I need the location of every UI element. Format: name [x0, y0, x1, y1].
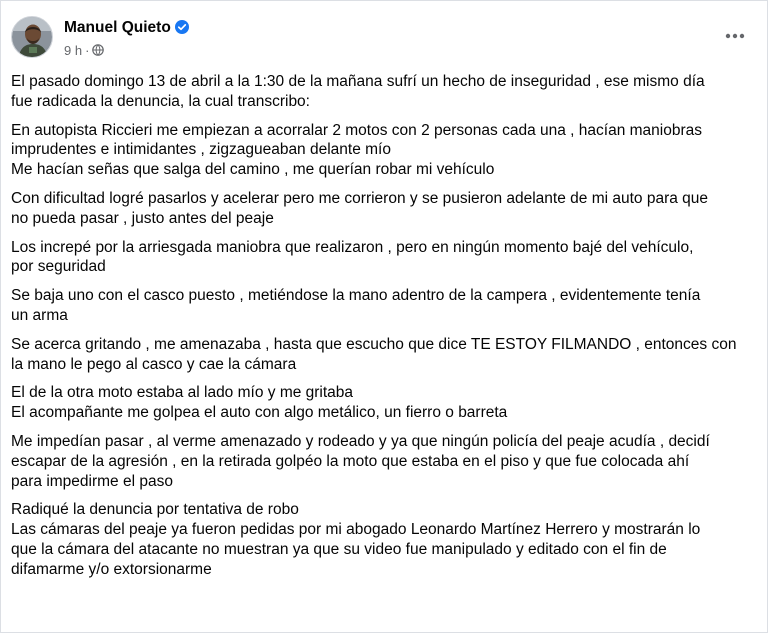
post-text-line: Con dificultad logré pasarlos y acelerar pero me corrieron y se pusieron adelante de mi auto para que — [11, 189, 709, 207]
post-text-line: un arma — [11, 306, 68, 324]
post-paragraph — [11, 500, 761, 579]
post-paragraph — [11, 189, 761, 229]
post-text-line: que la cámara del atacante no muestran ya que su video fue manipulado y editado con el fin de — [11, 540, 667, 558]
post-paragraph — [11, 121, 761, 180]
post-paragraph — [11, 238, 761, 278]
post-text-line: escapar de la agresión , en la retirada golpéo la moto que estaba en el piso y que fue colocada ahí — [11, 452, 690, 470]
post-paragraph — [11, 72, 761, 112]
post-text-line: por seguridad — [11, 258, 106, 276]
post-text-line: Los increpé por la arriesgada maniobra que realizaron , pero en ningún momento bajé del vehículo, — [11, 238, 694, 256]
post-paragraph — [11, 286, 761, 326]
post-text-line: difamarme y/o extorsionarme — [11, 560, 212, 578]
post-text-line: imprudentes e intimidantes , zigzagueaban delante mío — [11, 141, 391, 159]
post-text-line: la mano le pego al casco y cae la cámara — [11, 355, 297, 373]
post-paragraph — [11, 335, 761, 375]
post-text-line: En autopista Riccieri me empiezan a acorralar 2 motos con 2 personas cada una , hacían maniobras — [11, 121, 702, 139]
post-text-line: El de la otra moto estaba al lado mío y me gritaba — [11, 384, 354, 402]
verified-badge-icon — [175, 20, 189, 34]
profile-photo — [12, 17, 53, 58]
post-header — [11, 16, 757, 64]
meta-separator: · — [85, 43, 90, 58]
author-name[interactable] — [64, 19, 189, 37]
post-paragraph — [11, 383, 761, 423]
post-text-line: Radiqué la denuncia por tentativa de robo — [11, 501, 299, 519]
post-timestamp[interactable]: 9 h — [64, 43, 83, 58]
post-body — [11, 72, 761, 589]
post-text-line: no pueda pasar , justo antes del peaje — [11, 209, 274, 227]
post-text-line: Se baja uno con el casco puesto , metiéndose la mano adentro de la campera , evidentemente tenía — [11, 287, 701, 305]
more-options-button[interactable] — [721, 26, 749, 46]
post-text-line: Me impedían pasar , al verme amenazado y rodeado y ya que ningún policía del peaje acudía , decidí — [11, 432, 710, 450]
post-text-line: El pasado domingo 13 de abril a la 1:30 de la mañana sufrí un hecho de inseguridad , ese mismo día — [11, 73, 705, 90]
post-text-line: Se acerca gritando , me amenazaba , hasta que escucho que dice TE ESTOY FILMANDO , entonces con — [11, 335, 737, 353]
post-text-line: Las cámaras del peaje ya fueron pedidas por mi abogado Leonardo Martínez Herrero y mostrarán lo — [11, 521, 701, 539]
more-horizontal-icon — [721, 26, 749, 46]
globe-icon[interactable] — [92, 44, 104, 56]
post-paragraph — [11, 432, 761, 491]
post-text-line: fue radicada la denuncia, la cual transcribo: — [11, 92, 310, 110]
author-avatar[interactable] — [11, 16, 53, 58]
post-text-line: para impedirme el paso — [11, 472, 173, 490]
author-name-text[interactable]: Manuel Quieto — [64, 19, 171, 36]
post-meta — [64, 43, 104, 58]
post-text-line: El acompañante me golpea el auto con algo metálico, un fierro o barreta — [11, 404, 508, 422]
post-text-line: Me hacían señas que salga del camino , me querían robar mi vehículo — [11, 161, 495, 179]
